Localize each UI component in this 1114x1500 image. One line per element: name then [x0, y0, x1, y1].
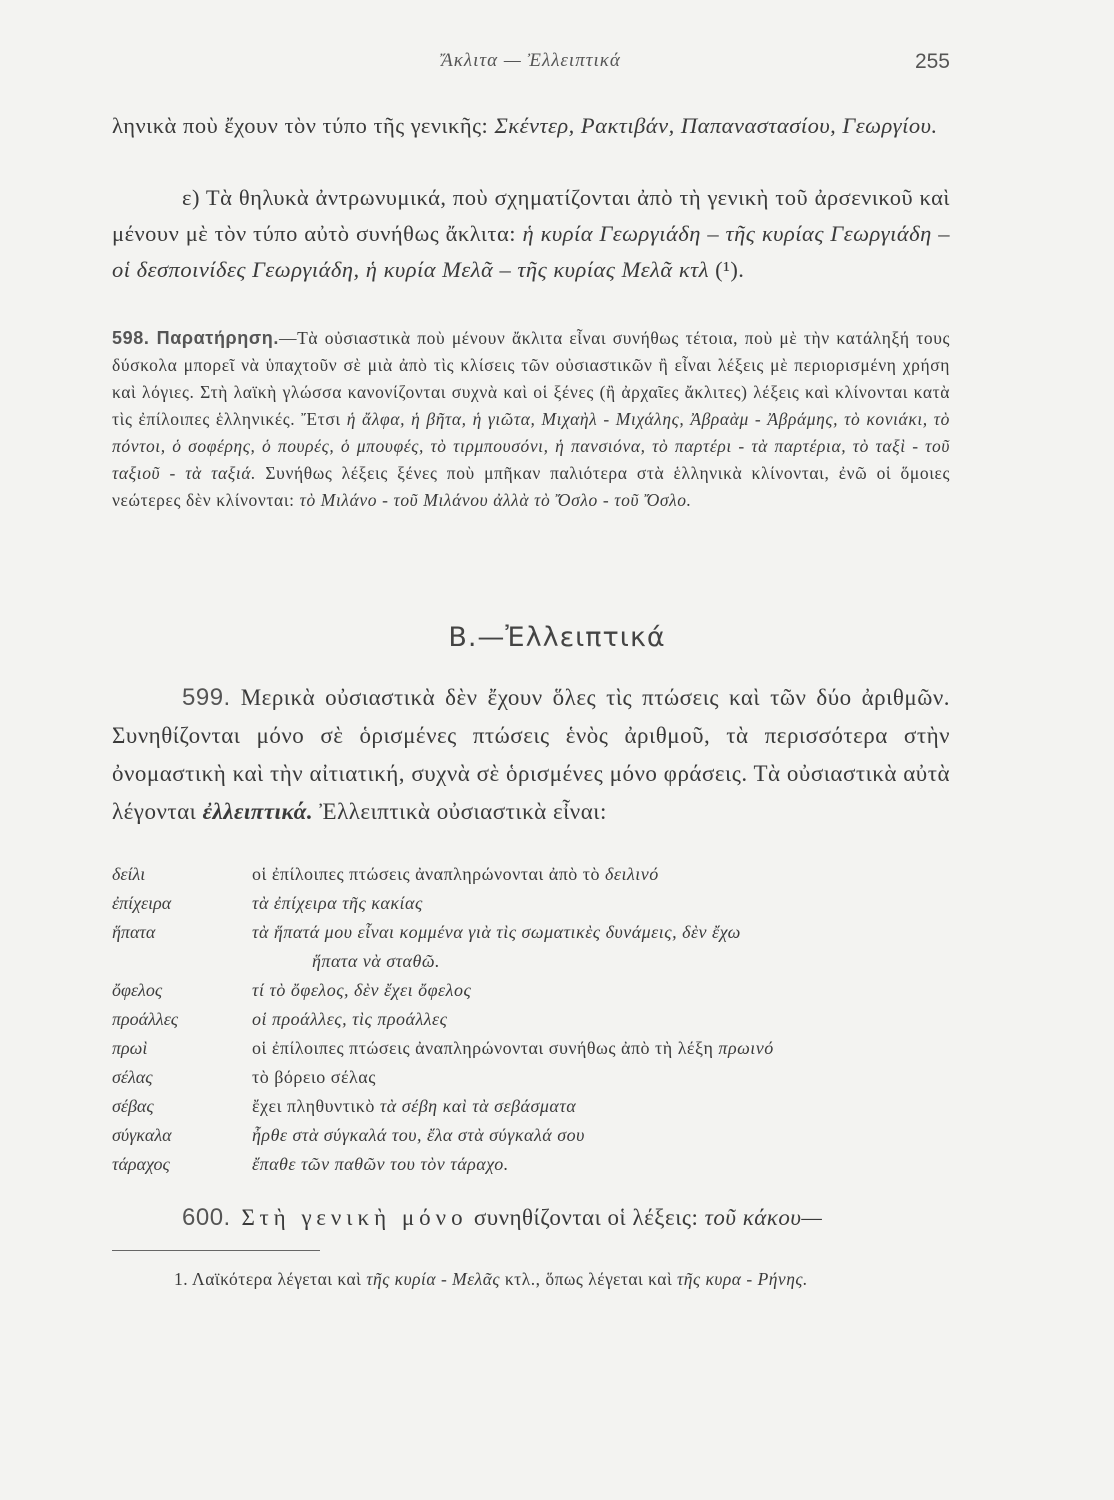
page-header [112, 50, 950, 80]
list-term: τάραχος [112, 1154, 170, 1174]
intro-text: ληνικὰ ποὺ ἔχουν τὸν τύπο τῆς γενικῆς: [112, 113, 495, 138]
list-definition [252, 1063, 952, 1092]
paragraph-598 [112, 325, 950, 514]
list-item [112, 1121, 952, 1150]
list-definition [252, 1092, 952, 1121]
list-definition [252, 1005, 952, 1034]
list-definition [252, 1121, 952, 1150]
list-item [112, 976, 952, 1005]
paragraph-598-examples: ἡ ἄλφα, ἡ βῆτα, ἡ γιῶτα, Μιχαὴλ - Μιχάλης, Ἀβραὰμ - Ἀβράμης, τὸ κονιάκι, τὸ πόντοι, ὁ σοφέρης, ὁ πουρές, ὁ μπουφές, τὸ τιρμπουσόνι, ἡ πανσιόνα, τὸ παρτέρι - τὰ παρτέρια, τὸ ταξὶ - τοῦ ταξιοῦ - τὰ ταξιά. [112, 409, 950, 483]
footnote-text-1: 1. Λαϊκότερα λέγεται καὶ [174, 1269, 367, 1289]
definition-example: τὰ ἐπίχειρα τῆς κακίας [252, 893, 423, 913]
footnote-ref: (¹). [708, 257, 745, 282]
list-term [112, 947, 252, 976]
intro-paragraph-1 [112, 108, 950, 144]
intro-paragraph-2 [112, 180, 950, 288]
list-definition [252, 976, 952, 1005]
list-item [112, 889, 952, 918]
list-definition [252, 1150, 952, 1179]
definition-text: οἱ ἐπίλοιπες πτώσεις ἀναπληρώνονται συνήθως ἀπὸ τὴ λέξη [252, 1038, 719, 1058]
running-title: Ἄκλιτα — Ἐλλειπτικά [441, 50, 621, 71]
footnote-example-2: τῆς κυρα - Ρήνης. [677, 1269, 808, 1289]
definition-example: πρωινό [718, 1038, 774, 1058]
list-definition [252, 860, 952, 889]
list-definition [252, 947, 952, 976]
list-item [112, 918, 952, 947]
list-item [112, 860, 952, 889]
elliptic-nouns-list [112, 860, 952, 1179]
list-item [112, 1005, 952, 1034]
paragraph-600-text: συνηθίζονται οἱ λέξεις: [467, 1205, 705, 1230]
list-term: σέβας [112, 1096, 154, 1116]
paragraph-598-number: 598. Παρατήρηση. [112, 328, 279, 348]
list-term: ἥπατα [112, 922, 156, 942]
definition-text: ἔχει πληθυντικὸ [252, 1096, 380, 1116]
definition-example: δειλινό [605, 864, 659, 884]
list-term: ὄφελος [112, 980, 163, 1000]
list-item [112, 1092, 952, 1121]
list-item [112, 1063, 952, 1092]
paragraph-599 [112, 679, 950, 831]
definition-example: τὰ ἥπατά μου εἶναι κομμένα γιὰ τὶς σωματικὲς δυνάμεις, δὲν ἔχω [252, 922, 741, 942]
intro-examples: Σκέντερ, Ρακτιβάν, Παπαναστασίου, Γεωργίου. [494, 113, 938, 138]
intro-p2-text: ε) Τὰ θηλυκὰ ἀντρωνυμικά, ποὺ σχηματίζονται ἀπὸ τὴ γενικὴ τοῦ ἀρσενικοῦ καὶ μένουν μὲ τὸν τύπο αὐτὸ συνήθως ἄκλιτα: [112, 185, 950, 246]
footnote-text-2: κτλ., ὅπως λέγεται καὶ [499, 1269, 678, 1289]
list-term: σύγκαλα [112, 1125, 172, 1145]
list-term: σέλας [112, 1067, 153, 1087]
page-number: 255 [914, 50, 950, 73]
paragraph-598-text-2: Συνήθως λέξεις ξένες ποὺ μπῆκαν παλιότερα στὰ ἑλληνικὰ κλίνονται, ἐνῶ οἱ ὅμοιες νεώτερες δὲν κλίνονται: [112, 463, 950, 510]
definition-example: τί τὸ ὄφελος, δὲν ἔχει ὄφελος [252, 980, 472, 1000]
list-definition [252, 918, 952, 947]
paragraph-599-term: ἐλλειπτικά. [202, 799, 314, 824]
paragraph-599-number: 599. [182, 684, 231, 711]
list-term: ἐπίχειρα [112, 893, 172, 913]
definition-example: οἱ προάλλες, τὶς προάλλες [252, 1009, 448, 1029]
list-definition [252, 1034, 952, 1063]
list-item [112, 947, 952, 976]
footnote-example-1: τῆς κυρία - Μελᾶς [366, 1269, 500, 1289]
definition-example: ἦρθε στὰ σύγκαλά του, ἔλα στὰ σύγκαλά σου [252, 1125, 585, 1145]
definition-text: οἱ ἐπίλοιπες πτώσεις ἀναπληρώνονται ἀπὸ τὸ [252, 864, 606, 884]
intro-p2-examples: ἡ κυρία Γεωργιάδη – τῆς κυρίας Γεωργιάδη – οἱ δεσποινίδες Γεωργιάδη, ἡ κυρία Μελᾶ – τῆς κυρίας Μελᾶ κτλ [112, 221, 950, 282]
definition-example: ἥπατα νὰ σταθῶ. [312, 951, 441, 971]
paragraph-598-text-1: —Τὰ οὐσιαστικὰ ποὺ μένουν ἄκλιτα εἶναι συνήθως τέτοια, ποὺ μὲ τὴν κατάληξή τους δύσκολα μπορεῖ νὰ ὑπαχτοῦν σὲ μιὰ ἀπὸ τὶς κλίσεις τῶν οὐσιαστικῶν ἢ εἶναι λέξεις μὲ περιορισμένη χρήση καὶ λόγιες. Στὴ λαϊκὴ γλώσσα κανονίζονται συχνὰ καὶ οἱ ξένες (ἢ ἀρχαῖες ἄκλιτες) λέξεις καὶ κλίνονται κατὰ τὶς ἐπίλοιπες ἑλληνικές. Ἔτσι [112, 328, 950, 429]
footnote-rule [112, 1250, 320, 1251]
definition-text: τὸ βόρειο σέλας [252, 1067, 376, 1087]
list-term: προάλλες [112, 1009, 179, 1029]
list-item [112, 1034, 952, 1063]
paragraph-600 [112, 1200, 950, 1236]
paragraph-599-text-1: Μερικὰ οὐσιαστικὰ δὲν ἔχουν ὅλες τὶς πτώσεις καὶ τῶν δύο ἀριθμῶν. Συνηθίζονται μόνο σὲ ὁρισμένες πτώσεις ἑνὸς ἀριθμοῦ, τὰ περισσότερα στὴν ὀνομαστικὴ καὶ τὴν αἰτιατική, συχνὰ σὲ ὁρισμένες μόνο φράσεις. Τὰ οὐσιαστικὰ αὐτὰ λέγονται [112, 685, 950, 824]
paragraph-598-examples-2: τὸ Μιλάνο - τοῦ Μιλάνου ἀλλὰ τὸ Ὄσλο - τοῦ Ὄσλο. [299, 490, 692, 510]
definition-example: τὰ σέβη καὶ τὰ σεβάσματα [379, 1096, 577, 1116]
list-item [112, 1150, 952, 1179]
list-definition [252, 889, 952, 918]
section-heading: Β.—Ἐλλειπτικά [448, 622, 666, 653]
definition-example: ἔπαθε τῶν παθῶν του τὸν τάραχο. [252, 1154, 509, 1174]
paragraph-600-number: 600. [182, 1204, 231, 1231]
paragraph-600-example: τοῦ κάκου— [704, 1205, 823, 1230]
list-term: δείλι [112, 864, 146, 884]
list-term: πρωὶ [112, 1038, 148, 1058]
footnote [112, 1265, 950, 1294]
paragraph-600-spaced: Στὴ γενικὴ μόνο [230, 1205, 468, 1230]
paragraph-599-text-2: Ἐλλειπτικὰ οὐσιαστικὰ εἶναι: [313, 799, 607, 824]
